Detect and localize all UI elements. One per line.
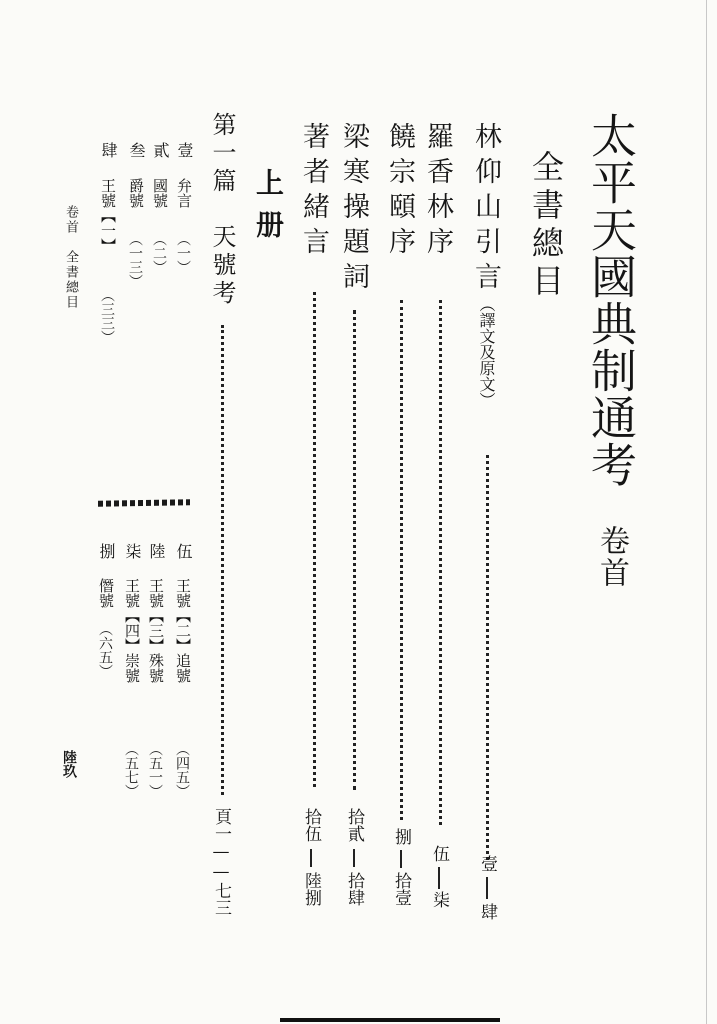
item-number: 柒 — [123, 543, 142, 559]
margin-page-number: 陸玖 — [61, 750, 77, 778]
page-range-to: 陸捌 — [301, 872, 321, 906]
page-range-from: 拾伍 — [301, 808, 321, 842]
range-dash — [400, 850, 402, 868]
chapter-title: 第一篇 天號考 — [208, 112, 236, 308]
leader-dots — [486, 455, 489, 860]
item-page: （五七） — [123, 742, 139, 798]
item-text: 弁言 — [175, 178, 193, 208]
section-title: 全書總目 — [527, 150, 565, 302]
entry-title: 著者緒言 — [298, 122, 329, 262]
range-dash — [310, 849, 312, 867]
item-page: （一） — [175, 232, 191, 274]
page-range-from: 伍 — [429, 845, 449, 862]
item-page: （二） — [151, 232, 167, 274]
item-number: 叁 — [127, 142, 146, 158]
range-dash — [438, 867, 440, 889]
volume-heading: 上册 — [252, 168, 285, 252]
entry-title: 羅香林序 — [422, 122, 453, 262]
page-range-from: 壹 — [477, 855, 497, 872]
margin-running-header: 卷首 全書總目 — [63, 205, 78, 310]
item-page: （四五） — [174, 742, 190, 798]
item-number: 壹 — [175, 142, 194, 158]
page-range-to: 肆 — [477, 903, 497, 920]
item-text: 僭號 — [97, 578, 115, 608]
entry-note: （譯文及原文） — [477, 296, 496, 408]
item-page: （五一） — [147, 742, 163, 798]
page-range-to: 拾肆 — [344, 872, 364, 906]
page-range-from: 捌 — [391, 828, 411, 845]
item-number: 貳 — [151, 142, 170, 158]
item-text: 國號 — [151, 178, 169, 208]
leader-dots — [221, 325, 224, 795]
item-page: （三三） — [99, 288, 115, 344]
volume-label: 卷首 — [594, 525, 629, 589]
item-number: 陸 — [147, 543, 166, 559]
item-number: 捌 — [97, 543, 116, 559]
item-text: 王號【三】殊號 — [147, 578, 165, 683]
item-page: （一三） — [127, 232, 143, 288]
item-page: （六五） — [97, 622, 113, 678]
range-dash — [353, 849, 355, 867]
page-range-from: 拾貳 — [344, 808, 364, 842]
item-text: 爵號 — [127, 178, 145, 208]
range-dash — [486, 877, 488, 899]
scan-edge-bottom — [280, 1018, 500, 1022]
chapter-pages: 頁一——七三 — [211, 808, 231, 916]
entry-title: 饒宗頤序 — [384, 122, 415, 262]
leader-dots — [313, 292, 316, 787]
item-number: 肆 — [99, 142, 118, 158]
item-number: 伍 — [174, 543, 193, 559]
leader-dots — [353, 310, 356, 790]
item-text: 王號【四】崇號 — [123, 578, 141, 683]
page-range-to: 拾壹 — [391, 872, 411, 906]
page-range-to: 柒 — [429, 891, 449, 908]
entry-title: 林仰山引言 — [470, 122, 501, 297]
leader-dots — [400, 300, 403, 820]
wavy-divider — [98, 499, 190, 507]
item-text: 王號【一】 — [99, 178, 117, 253]
entry-title: 梁寒操題詞 — [338, 122, 369, 297]
item-text: 王號【二】追號 — [174, 578, 192, 683]
leader-dots — [439, 300, 442, 825]
scan-edge-right — [706, 0, 707, 1024]
book-title: 太平天國典制通考 — [584, 112, 638, 488]
